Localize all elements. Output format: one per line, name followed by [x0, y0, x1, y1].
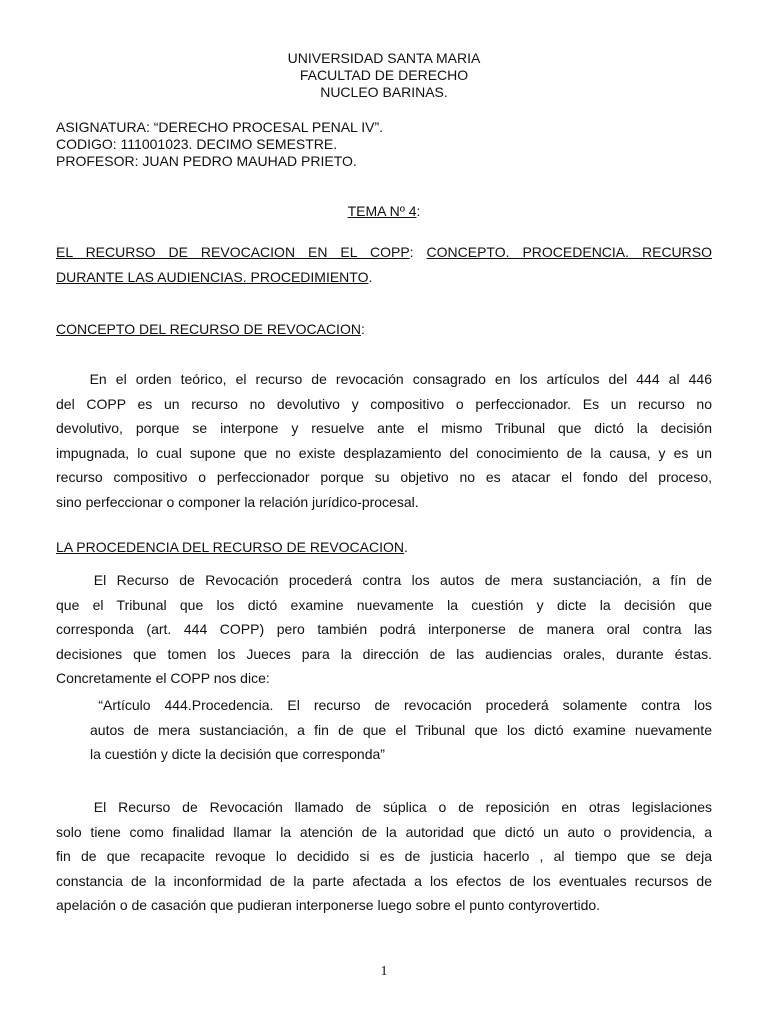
text-line: Concretamente el COPP nos dice: — [56, 670, 270, 686]
text-line: que el Tribunal que los dictó examine nuevamente la cuestión y dicte la decisión que — [56, 596, 712, 613]
paragraph-suplica — [56, 795, 712, 918]
text-line: la cuestión y dicte la decisión que corresponda” — [90, 746, 385, 762]
page-number: 1 — [380, 964, 388, 979]
topic-heading — [56, 240, 712, 289]
topic-end: . — [368, 268, 373, 285]
topic-subtopics-1: CONCEPTO. PROCEDENCIA. RECURSO — [426, 244, 713, 260]
text-line: recurso compositivo o perfeccionador porque su objetivo no es atacar el fondo del proceso, — [56, 469, 712, 485]
paragraph-concepto — [56, 367, 712, 514]
topic-heading-line — [56, 240, 712, 265]
section-title-text: CONCEPTO DEL RECURSO DE REVOCACION — [56, 321, 361, 337]
section-title-concepto — [56, 317, 712, 342]
course-info — [56, 119, 383, 170]
course-subject: ASIGNATURA: “DERECHO PROCESAL PENAL IV”. — [56, 119, 383, 135]
text-line: decisiones que tomen los Jueces para la dirección de las audiencias orales, durante éstas. — [56, 645, 712, 662]
text-line: sino perfeccionar o componer la relación jurídico-procesal. — [56, 493, 419, 510]
campus-name: NUCLEO BARINAS. — [320, 84, 448, 100]
faculty-name: FACULTAD DE DERECHO — [299, 67, 469, 83]
text-line: El Recurso de Revocación llamado de súplica o de reposición en otras legislaciones — [93, 799, 712, 815]
course-professor: PROFESOR: JUAN PEDRO MAUHAD PRIETO. — [56, 153, 357, 169]
topic-subtopics-2: DURANTE LAS AUDIENCIAS. PROCEDIMIENTO — [56, 268, 369, 285]
text-line: apelación o de casación que pudieran interponerse luego sobre el punto contyrovertido. — [56, 897, 601, 913]
text-line: impugnada, lo cual supone que no existe desplazamiento del conocimiento de la causa, y es un — [56, 444, 712, 461]
course-code: CODIGO: 111001023. DECIMO SEMESTRE. — [56, 136, 338, 152]
topic-number-label: TEMA Nº 4 — [347, 203, 417, 219]
text-line: corresponda (art. 444 COPP) pero también podrá interponerse de manera oral contra las — [56, 621, 712, 637]
paragraph-procedencia — [56, 568, 712, 691]
text-line: solo tiene como finalidad llamar la atención de la autoridad que dictó un auto o providencia, a — [56, 823, 712, 840]
topic-heading-line — [56, 265, 712, 290]
text-line: El Recurso de Revocación procederá contra los autos de mera sustanciación, a fín de — [93, 572, 712, 588]
text-line: constancia de la inconformidad de la parte afectada a los efectos de los eventuales recursos de — [56, 872, 712, 889]
topic-number-suffix: : — [416, 203, 421, 219]
topic-number — [0, 201, 768, 221]
topic-separator: : — [409, 244, 427, 260]
university-name: UNIVERSIDAD SANTA MARIA — [287, 50, 481, 66]
section-title-suffix: : — [360, 321, 365, 337]
article-quote — [90, 693, 712, 767]
topic-title: EL RECURSO DE REVOCACION EN EL COPP — [56, 244, 410, 260]
institution-header — [0, 50, 768, 101]
text-line: devolutivo, porque se interpone y resuelve ante el mismo Tribunal que dictó la decisión — [56, 420, 712, 436]
text-line: En el orden teórico, el recurso de revocación consagrado en los artículos del 444 al 446 — [89, 371, 712, 387]
section-title-procedencia — [56, 535, 712, 560]
section-title-text: LA PROCEDENCIA DEL RECURSO DE REVOCACION — [56, 539, 405, 555]
text-line: “Artículo 444.Procedencia. El recurso de revocación procederá solamente contra los — [98, 697, 712, 713]
text-line: del COPP es un recurso no devolutivo y compositivo o perfeccionador. Es un recurso no — [56, 395, 712, 412]
text-line: fin de que recapacite revoque lo decidido si es de justicia hacerlo , al tiempo que se deja — [56, 848, 712, 864]
section-title-suffix: . — [404, 539, 408, 555]
text-line: autos de mera sustanciación, a fin de que el Tribunal que los dictó examine nuevamente — [90, 721, 712, 738]
